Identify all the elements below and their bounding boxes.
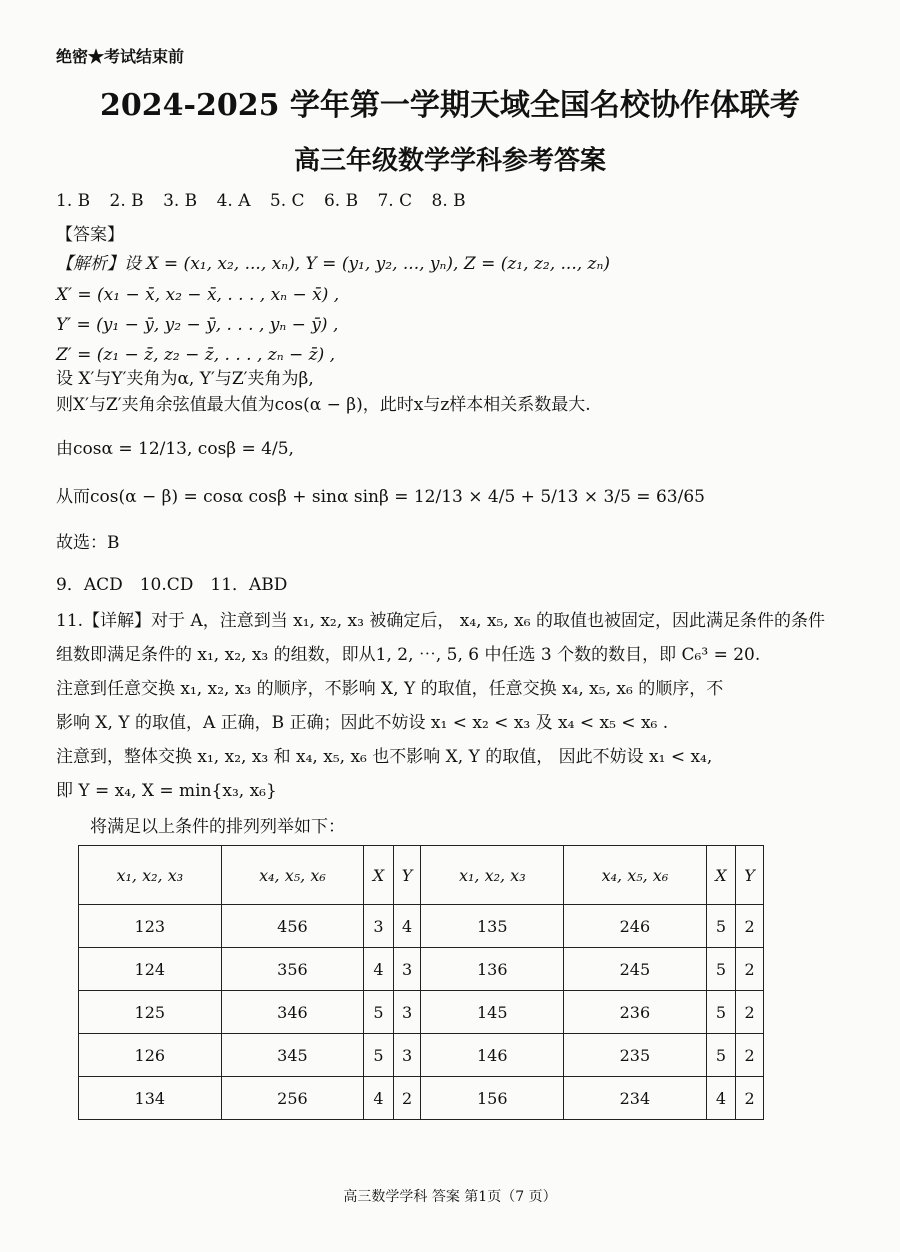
table-cell: 123 (79, 905, 222, 948)
table-cell: 5 (706, 948, 735, 991)
table-cell: 4 (706, 1077, 735, 1120)
table-cell: 124 (79, 948, 222, 991)
table-cell: 156 (421, 1077, 564, 1120)
exam-title: 2024-2025 学年第一学期天域全国名校协作体联考 (100, 88, 800, 123)
solution11-line: 11.【详解】对于 A，注意到当 x₁, x₂, x₃ 被确定后， x₄, x₅, x₆ 的取值也被固定，因此满足条件的条件 (56, 611, 825, 631)
column-header: X (706, 846, 735, 905)
solution-line: 由cosα = 12/13, cosβ = 4/5, (56, 439, 294, 459)
mc-answer: 6. B (323, 191, 359, 211)
table-cell: 146 (421, 1034, 564, 1077)
column-header: Y (393, 846, 421, 905)
solution11-line: 即 Y = x₄, X = min{x₃, x₆} (56, 781, 277, 801)
solution-line: 则X′与Z′夹角余弦值最大值为cos(α − β)，此时x与z样本相关系数最大. (56, 395, 591, 415)
table-cell: 4 (393, 905, 421, 948)
mc-answer: 3. B (163, 191, 198, 211)
table-cell: 2 (736, 991, 764, 1034)
table-cell: 2 (736, 905, 764, 948)
table-cell: 256 (221, 1077, 364, 1120)
table-cell: 346 (221, 991, 364, 1034)
table-header-row (79, 846, 764, 905)
mc-answer: 2. B (109, 191, 144, 211)
table-row (79, 991, 764, 1034)
table-cell: 2 (393, 1077, 421, 1120)
page-footer: 高三数学学科 答案 第1页（7 页） (343, 1189, 557, 1205)
table-cell: 126 (79, 1034, 222, 1077)
table-row (79, 948, 764, 991)
column-header: x₄, x₅, x₆ (564, 846, 707, 905)
solution-line: X′ = (x₁ − x̄, x₂ − x̄, . . . , xₙ − x̄) , (56, 285, 340, 305)
table-cell: 3 (393, 948, 421, 991)
table-cell: 2 (736, 1034, 764, 1077)
mc-answer: 1. B (56, 191, 91, 211)
table-row (79, 1077, 764, 1120)
table-row (79, 1034, 764, 1077)
table-cell: 4 (364, 1077, 393, 1120)
table-cell: 356 (221, 948, 364, 991)
mc-answer: 8. B (431, 191, 466, 211)
table-cell: 245 (564, 948, 707, 991)
mc-answer: 5. C (269, 191, 305, 211)
column-header: Y (736, 846, 764, 905)
column-header: x₄, x₅, x₆ (221, 846, 364, 905)
mc-answer: 4. A (216, 191, 251, 211)
table-cell: 5 (706, 1034, 735, 1077)
table-cell: 2 (736, 1077, 764, 1120)
table-cell: 5 (364, 1034, 393, 1077)
solution-line: Y′ = (y₁ − ȳ, y₂ − ȳ, . . . , yₙ − ȳ) , (56, 315, 339, 335)
table-cell: 456 (221, 905, 364, 948)
table-cell: 5 (364, 991, 393, 1034)
table-cell: 235 (564, 1034, 707, 1077)
table-cell: 5 (706, 905, 735, 948)
mc-answers (56, 190, 480, 212)
table-cell: 345 (221, 1034, 364, 1077)
multi-choice-answers: 9．ACD 10.CD 11．ABD (56, 575, 288, 595)
table-cell: 145 (421, 991, 564, 1034)
table-cell: 3 (393, 1034, 421, 1077)
answer-key-subtitle: 高三年级数学学科参考答案 (293, 146, 606, 176)
solution11-line: 影响 X, Y 的取值，A 正确，B 正确；因此不妨设 x₁ < x₂ < x₃ 及 x₄ < x₅ < x₆ . (56, 713, 669, 733)
confidential-mark: 绝密★考试结束前 (56, 47, 185, 66)
table-cell: 3 (364, 905, 393, 948)
solution-line: 【解析】设 X = (x₁, x₂, ..., xₙ), Y = (y₁, y₂, ..., yₙ), Z = (z₁, z₂, ..., zₙ) (56, 254, 611, 274)
column-header: x₁, x₂, x₃ (421, 846, 564, 905)
solution11-line: 注意到任意交换 x₁, x₂, x₃ 的顺序，不影响 X, Y 的取值，任意交换 x₄, x₅, x₆ 的顺序，不 (56, 679, 724, 699)
solution-line: Z′ = (z₁ − z̄, z₂ − z̄, . . . , zₙ − z̄) , (56, 345, 336, 365)
table-cell: 234 (564, 1077, 707, 1120)
table-cell: 236 (564, 991, 707, 1034)
table-cell: 5 (706, 991, 735, 1034)
table-cell: 135 (421, 905, 564, 948)
solution11-line: 组数即满足条件的 x₁, x₂, x₃ 的组数，即从1, 2, ⋯, 5, 6 中任选 3 个数的数目，即 C₆³ = 20. (56, 645, 761, 665)
column-header: x₁, x₂, x₃ (79, 846, 222, 905)
solution-line: 从而cos(α − β) = cosα cosβ + sinα sinβ = 12/13 × 4/5 + 5/13 × 3/5 = 63/65 (56, 487, 705, 507)
solution-conclusion: 故选：B (56, 533, 120, 553)
column-header: X (364, 846, 393, 905)
mc-answer: 7. C (377, 191, 413, 211)
table-cell: 3 (393, 991, 421, 1034)
solution-line: 设 X′与Y′夹角为α, Y′与Z′夹角为β, (56, 369, 314, 389)
table-row (79, 905, 764, 948)
answer-tag: 【答案】 (56, 225, 124, 245)
table-cell: 134 (79, 1077, 222, 1120)
table-cell: 125 (79, 991, 222, 1034)
table-cell: 246 (564, 905, 707, 948)
table-cell: 4 (364, 948, 393, 991)
solution11-line: 注意到，整体交换 x₁, x₂, x₃ 和 x₄, x₅, x₆ 也不影响 X, Y 的取值， 因此不妨设 x₁ < x₄, (56, 747, 713, 767)
table-cell: 2 (736, 948, 764, 991)
table-intro: 将满足以上条件的排列列举如下： (90, 817, 345, 837)
table-cell: 136 (421, 948, 564, 991)
permutation-table (78, 845, 764, 1120)
